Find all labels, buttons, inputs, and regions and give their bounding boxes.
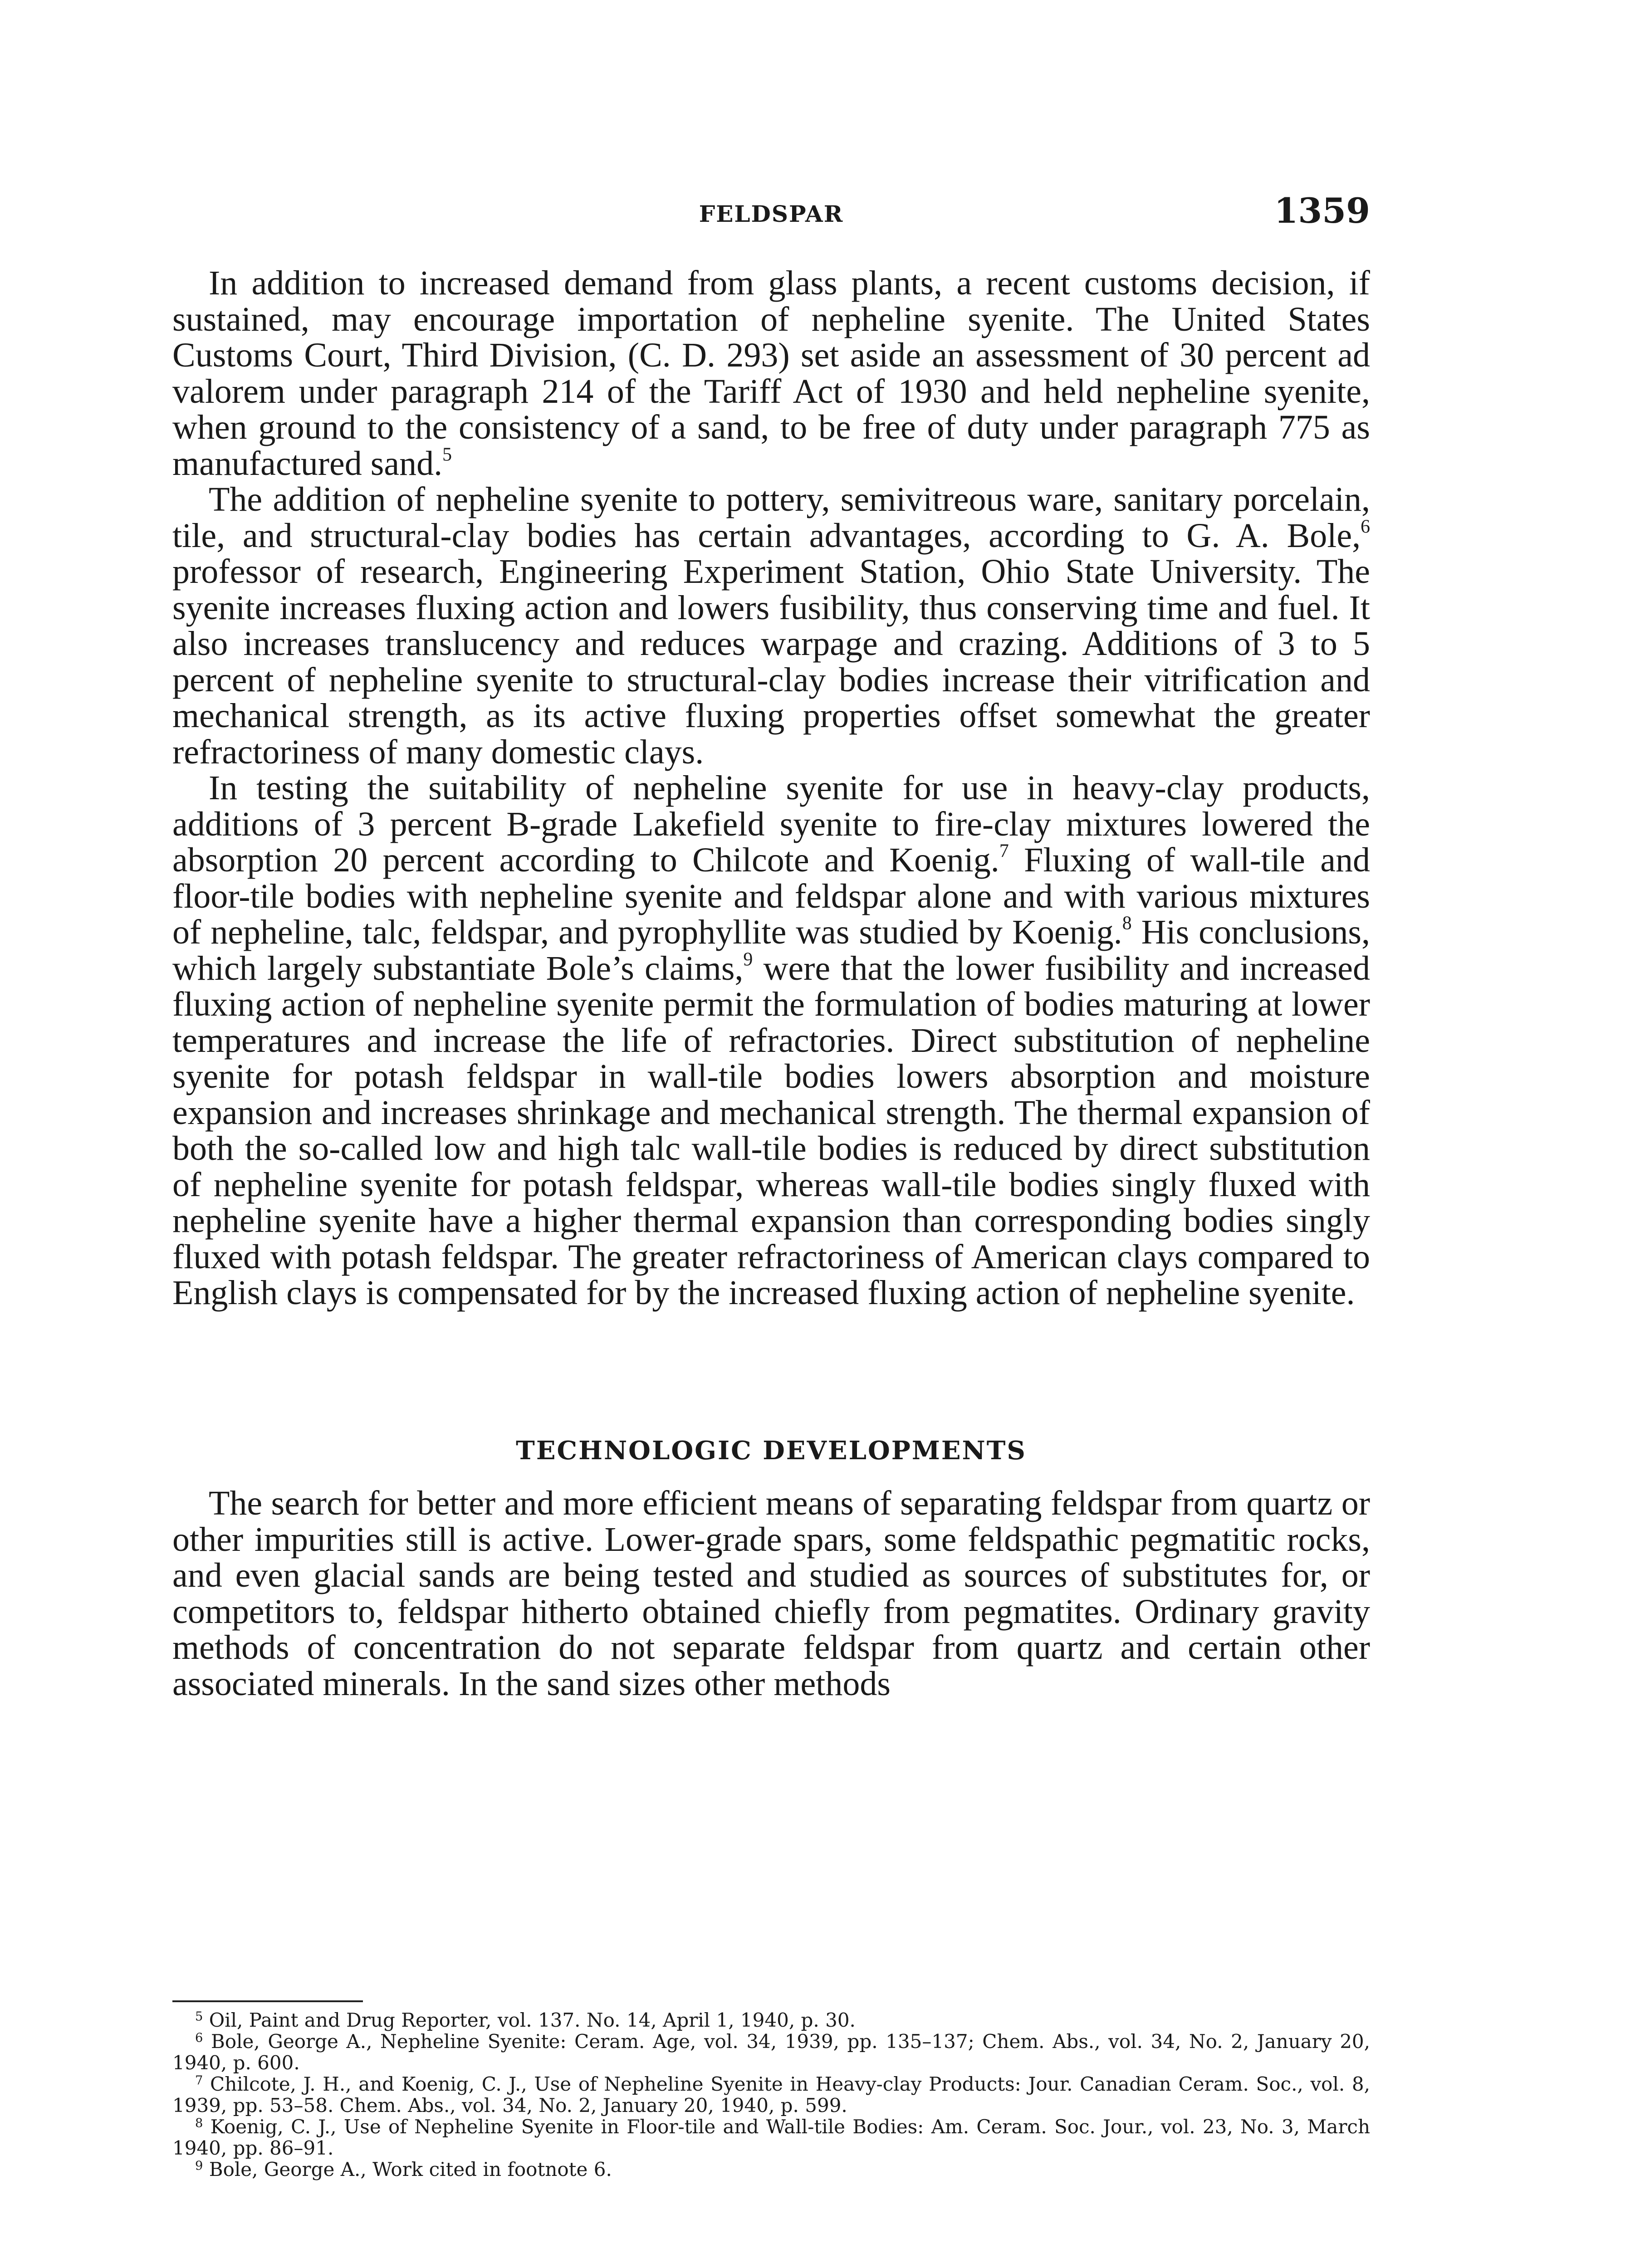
- footnote-mark: 5: [195, 2009, 203, 2024]
- page-number: 1359: [1274, 191, 1370, 231]
- paragraph: [172, 1486, 1370, 1702]
- footnote-text: Koenig, C. J., Use of Nepheline Syenite in Floor-tile and Wall-tile Bodies: Am. Ceram. Soc. Jour., vol. 23, No. 3, March 1940, pp. 86–91.: [172, 2116, 1370, 2159]
- text-run: professor of research, Engineering Experiment Station, Ohio State University. The syenite increases fluxing action and lowers fusibility, thus conserving time and fuel. It also increases translucency and reduces warpage and crazing. Additions of 3 to 5 percent of nepheline syenite to structural-clay bodies increase their vitrification and mechanical strength, as its active fluxing properties offset somewhat the greater refractoriness of many domestic clays.: [172, 552, 1370, 771]
- text-run: Fluxing of wall-tile and floor-tile bodies with nepheline syenite and feldspar alone and with various mixtures of nepheline, talc, feldspar, and pyrophyllite was studied by Koenig.: [172, 841, 1370, 951]
- footnote-ref: 8: [1122, 913, 1132, 934]
- footnotes: [172, 2009, 1370, 2180]
- footnote: [172, 2009, 1370, 2031]
- body-text-top: [172, 265, 1370, 1311]
- footnote-mark: 8: [195, 2116, 203, 2131]
- footnote: [172, 2159, 1370, 2180]
- footnote-text: Bole, George A., Work cited in footnote 6.: [203, 2158, 612, 2180]
- footnote-mark: 6: [195, 2031, 203, 2045]
- text-run: The addition of nepheline syenite to pottery, semivitreous ware, sanitary porcelain, tile, and structural-clay bodies has certain advantages, according to G. A. Bole,: [172, 480, 1370, 555]
- paragraph: [172, 265, 1370, 482]
- running-head: [172, 191, 1370, 236]
- body-text-bottom: [172, 1486, 1370, 1702]
- text-run: The search for better and more efficient means of separating feldspar from quartz or other impurities still is active. Lower-grade spars, some feldspathic pegmatitic rocks, and even glacial sands are being tested and studied as sources of substitutes for, or competitors to, feldspar hitherto obtained chiefly from pegmatites. Ordinary gravity methods of concentration do not separate feldspar from quartz and certain other associated minerals. In the sand sizes other methods: [172, 1484, 1370, 1703]
- footnote-ref: 5: [442, 444, 452, 465]
- section-heading: TECHNOLOGIC DEVELOPMENTS: [516, 1436, 1027, 1466]
- footnote: [172, 2073, 1370, 2116]
- footnote-divider: [172, 2000, 363, 2002]
- footnote-text: Chilcote, J. H., and Koenig, C. J., Use of Nepheline Syenite in Heavy-clay Products: Jour. Canadian Ceram. Soc., vol. 8, 1939, pp. 53–58. Chem. Abs., vol. 34, No. 2, January 20, 1940, p. 599.: [172, 2073, 1370, 2116]
- footnote: [172, 2031, 1370, 2073]
- running-title: FELDSPAR: [699, 200, 844, 227]
- paragraph: [172, 770, 1370, 1311]
- paragraph: [172, 482, 1370, 770]
- footnote-mark: 7: [195, 2073, 203, 2088]
- footnote: [172, 2116, 1370, 2159]
- text-run: were that the lower fusibility and increased fluxing action of nepheline syenite permit the formulation of bodies maturing at lower temperatures and increase the life of refractories. Direct substitution of nepheline syenite for potash feldspar in wall-tile bodies lowers absorption and moisture expansion and increases shrinkage and mechanical strength. The thermal expansion of both the so-called low and high talc wall-tile bodies is reduced by direct substitution of nepheline syenite for potash feldspar, whereas wall-tile bodies singly fluxed with nepheline syenite have a higher thermal expansion than corresponding bodies singly fluxed with potash feldspar. The greater refractoriness of American clays compared to English clays is compensated for by the increased fluxing action of nepheline syenite.: [172, 949, 1370, 1312]
- footnote-ref: 9: [743, 949, 753, 970]
- text-run: In addition to increased demand from glass plants, a recent customs decision, if sustained, may encourage importation of nepheline syenite. The United States Customs Court, Third Division, (C. D. 293) set aside an assessment of 30 percent ad valorem under paragraph 214 of the Tariff Act of 1930 and held nepheline syenite, when ground to the consistency of a sand, to be free of duty under paragraph 775 as manufactured sand.: [172, 264, 1370, 483]
- footnote-mark: 9: [195, 2159, 203, 2173]
- footnote-text: Oil, Paint and Drug Reporter, vol. 137. No. 14, April 1, 1940, p. 30.: [203, 2009, 856, 2031]
- footnote-text: Bole, George A., Nepheline Syenite: Ceram. Age, vol. 34, 1939, pp. 135–137; Chem. Abs., vol. 34, No. 2, January 20, 1940, p. 600.: [172, 2030, 1370, 2074]
- footnote-ref: 7: [999, 841, 1009, 862]
- text-run: His conclusions, which largely substantiate Bole’s claims,: [172, 913, 1370, 987]
- text-run: In testing the suitability of nepheline syenite for use in heavy-clay products, additions of 3 percent B-grade Lakefield syenite to fire-clay mixtures lowered the absorption 20 percent according to Chilcote and Koenig.: [172, 769, 1370, 879]
- footnote-ref: 6: [1361, 516, 1370, 538]
